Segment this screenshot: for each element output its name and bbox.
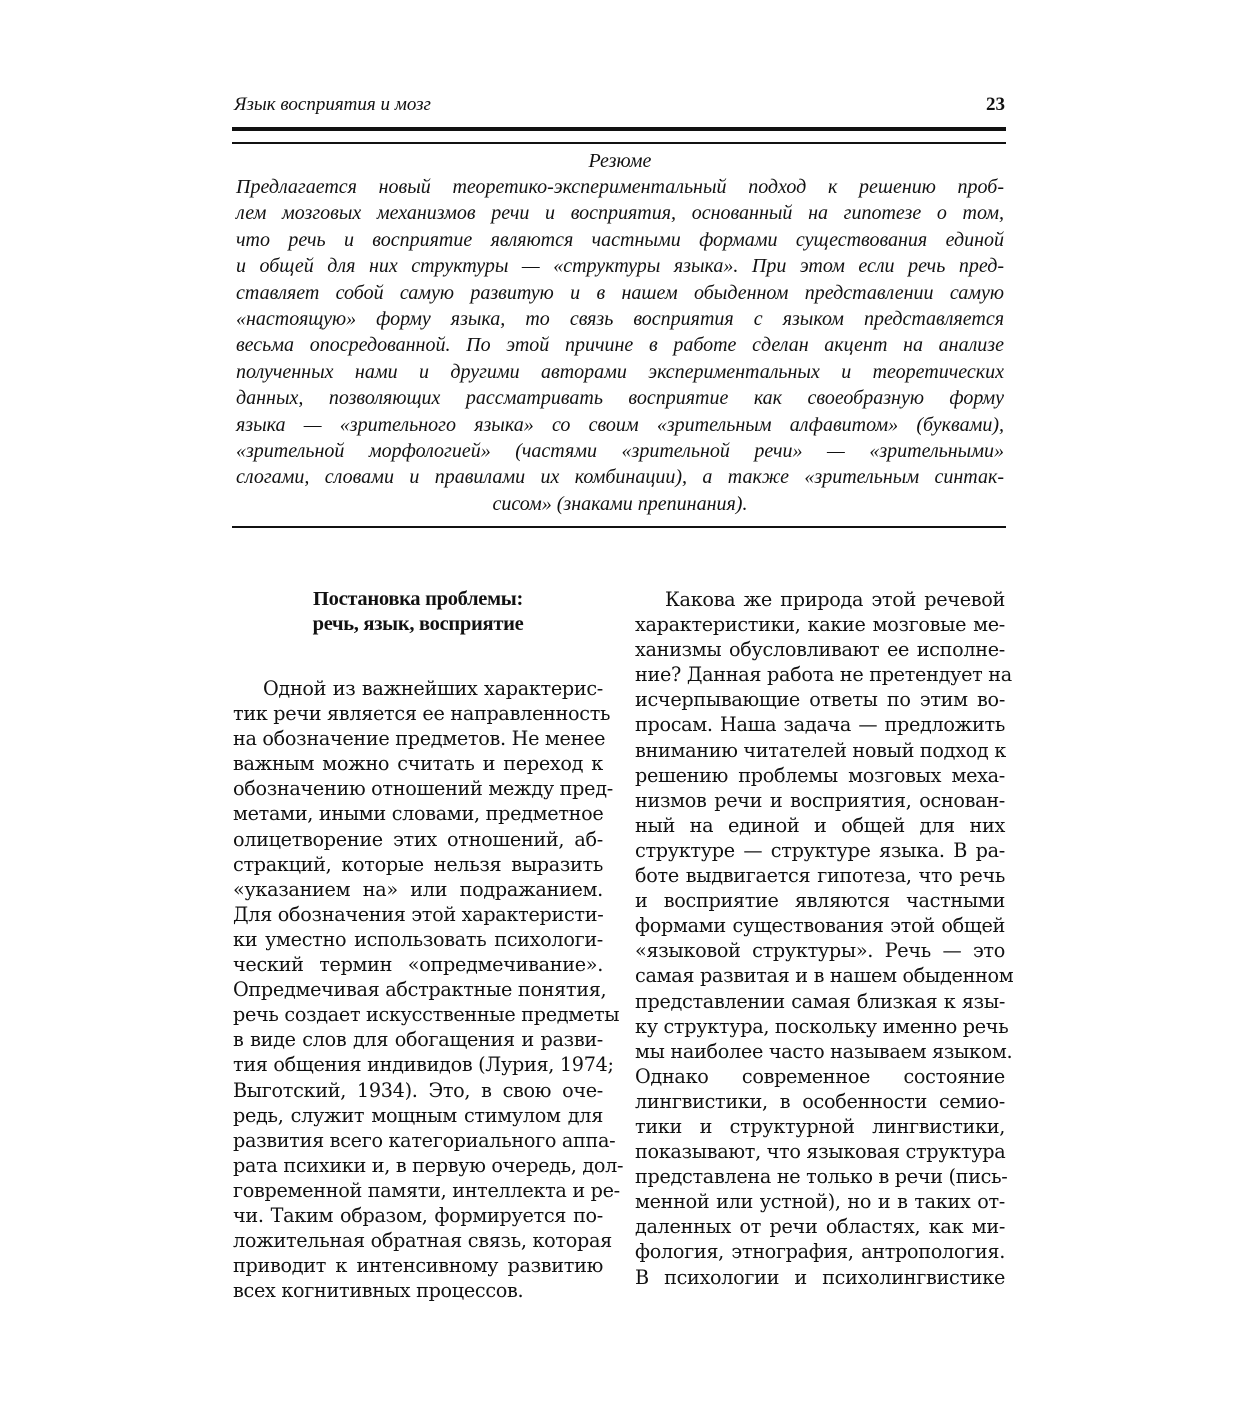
- text-line: В психологии и психолингвистике: [635, 1265, 1005, 1289]
- text-line: сисом» (знаками препинания).: [492, 492, 748, 515]
- text-line: «настоящую» форму языка, то связь восприятия с языком представляется: [236, 307, 1004, 330]
- text-line: рата психики и, в первую очередь, дол-: [233, 1153, 624, 1177]
- text-line: всех когнитивных процессов.: [233, 1279, 524, 1303]
- text-line: ческий термин «опредмечивание».: [233, 953, 603, 977]
- abstract-rule: [232, 526, 1006, 528]
- abstract-body: [236, 174, 1004, 517]
- text-line: низмов речи и восприятия, основан-: [635, 788, 1005, 812]
- text-line: формами существования этой общей: [635, 914, 1005, 938]
- text-line: речь создает искусственные предметы: [233, 1003, 620, 1027]
- text-line: Однако современное состояние: [635, 1064, 1005, 1088]
- text-line: олицетворение этих отношений, аб-: [233, 827, 603, 851]
- text-line: важным можно считать и переход к: [233, 752, 603, 776]
- text-line: менной или устной), но и в таких от-: [635, 1190, 1005, 1214]
- text-line: метами, иными словами, предметное: [233, 802, 604, 826]
- text-line: приводит к интенсивному развитию: [233, 1254, 603, 1278]
- text-line: слогами, словами и правилами их комбинации), а также «зрительным синтак-: [236, 466, 1004, 489]
- text-line: даленных от речи областях, как ми-: [635, 1215, 1005, 1239]
- text-line: Для обозначения этой характеристи-: [233, 902, 604, 926]
- text-line: представлена не только в речи (пись-: [635, 1165, 1008, 1189]
- header-rule-thick: [232, 127, 1006, 131]
- text-line: исчерпывающие ответы по этим во-: [635, 688, 1005, 712]
- text-line: ставляет собой самую развитую и в нашем обыденном представлении самую: [236, 281, 1004, 304]
- text-line: лингвистики, в особенности семио-: [635, 1089, 1005, 1113]
- text-line: самая развитая и в нашем обыденном: [635, 964, 1014, 988]
- text-line: чи. Таким образом, формируется по-: [233, 1203, 603, 1227]
- text-line: «указанием на» или подражанием.: [233, 877, 603, 901]
- text-line: Выготский, 1934). Это, в свою оче-: [233, 1078, 603, 1102]
- header-rule-thin: [232, 142, 1006, 144]
- text-line: вниманию читателей новый подход к: [635, 738, 1006, 762]
- text-line: Какова же природа этой речевой: [665, 588, 1005, 611]
- right-column-text: [635, 587, 1014, 1290]
- text-line: показывают, что языковая структура: [635, 1140, 1006, 1164]
- text-line: ки уместно использовать психологи-: [233, 927, 603, 951]
- text-line: ку структура, поскольку именно речь: [635, 1014, 1009, 1038]
- text-line: характеристики, какие мозговые ме-: [635, 613, 1005, 637]
- abstract: [236, 148, 1004, 517]
- text-line: говременной памяти, интеллекта и ре-: [233, 1178, 620, 1202]
- page-number: 23: [986, 94, 1005, 115]
- text-line: редь, служит мощным стимулом для: [233, 1103, 603, 1127]
- text-line: тики и структурной лингвистики,: [635, 1114, 1005, 1138]
- text-line: структуре — структуре языка. В ра-: [635, 838, 1005, 862]
- section-heading-line: речь, язык, восприятие: [312, 613, 524, 635]
- text-line: в виде слов для обогащения и разви-: [233, 1028, 603, 1052]
- text-line: боте выдвигается гипотеза, что речь: [635, 864, 1005, 888]
- text-line: мы наиболее часто называем языком.: [635, 1039, 1013, 1063]
- text-line: и общей для них структуры — «структуры языка». При этом если речь пред-: [236, 255, 1004, 278]
- abstract-title: Резюме: [588, 150, 652, 172]
- text-line: полученных нами и другими авторами экспериментальных и теоретических: [236, 360, 1004, 383]
- running-title: Язык восприятия и мозг: [234, 94, 431, 115]
- right-column: [635, 587, 1014, 1290]
- text-line: на обозначение предметов. Не менее: [233, 727, 606, 751]
- text-line: лем мозговых механизмов речи и восприятия, основанный на гипотезе о том,: [236, 202, 1004, 225]
- text-line: просам. Наша задача — предложить: [635, 713, 1005, 737]
- text-line: Опредмечивая абстрактные понятия,: [233, 978, 607, 1002]
- text-line: языка — «зрительного языка» со своим «зрительным алфавитом» (буквами),: [236, 413, 1004, 436]
- text-line: ние? Данная работа не претендует на: [635, 663, 1012, 687]
- text-line: Одной из важнейших характерис-: [263, 677, 603, 700]
- text-line: обозначению отношений между пред-: [233, 777, 613, 801]
- text-line: представлении самая близкая к язы-: [635, 989, 1005, 1013]
- text-line: развития всего категориального аппа-: [233, 1128, 616, 1152]
- text-line: тик речи является ее направленность: [233, 702, 611, 726]
- text-line: данных, позволяющих рассматривать восприятие как своеобразную форму: [236, 387, 1004, 410]
- text-line: тия общения индивидов (Лурия, 1974;: [233, 1053, 614, 1077]
- text-line: «языковой структуры». Речь — это: [635, 939, 1005, 963]
- text-line: Предлагается новый теоретико-экспериментальный подход к решению проб-: [236, 176, 1004, 198]
- text-line: и восприятие являются частными: [635, 889, 1005, 913]
- text-line: ный на единой и общей для них: [635, 813, 1005, 837]
- text-line: стракций, которые нельзя выразить: [233, 852, 603, 876]
- section-heading: [233, 587, 603, 637]
- section-heading-line: Постановка проблемы:: [313, 588, 523, 610]
- text-line: ложительная обратная связь, которая: [233, 1229, 612, 1253]
- text-line: ханизмы обусловливают ее исполне-: [635, 638, 1005, 662]
- text-line: весьма опосредованной. По этой причине в работе сделан акцент на анализе: [236, 334, 1004, 357]
- left-column: [233, 587, 624, 1303]
- text-line: фология, этнография, антропология.: [635, 1240, 1005, 1264]
- text-line: «зрительной морфологией» (частями «зрительной речи» — «зрительными»: [236, 439, 1004, 462]
- left-column-text: [233, 676, 624, 1303]
- text-line: что речь и восприятие являются частными формами существования единой: [236, 228, 1004, 251]
- text-line: решению проблемы мозговых меха-: [635, 763, 1005, 787]
